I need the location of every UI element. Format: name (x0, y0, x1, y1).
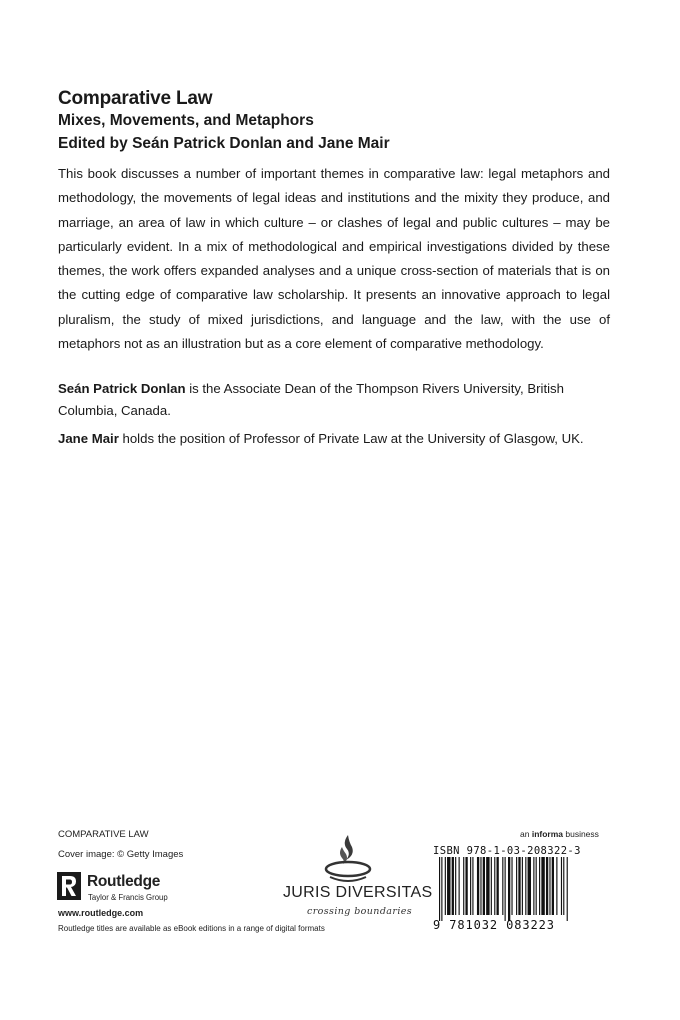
series-name: COMPARATIVE LAW (58, 829, 149, 840)
editor-bio-donlan (58, 378, 610, 422)
barcode-number: 9 781032 083223 (433, 918, 555, 932)
ebook-note: Routledge titles are available as eBook editions in a range of digital formats (58, 924, 325, 933)
publisher-name: Routledge (87, 873, 161, 890)
juris-diversitas-flame-icon (318, 833, 378, 885)
series-logo-tagline: crossing boundaries (307, 906, 413, 917)
editor-name: Jane Mair (58, 431, 119, 446)
informa-prefix: an (520, 829, 532, 839)
cover-image-credit: Cover image: © Getty Images (58, 849, 184, 860)
barcode-icon (433, 857, 625, 921)
informa-suffix: business (563, 829, 599, 839)
book-blurb: This book discusses a number of important themes in comparative law: legal metaphors and methodology, the movements of legal ideas and institutions and the mixity they produce, and marriage, an area of law in which culture – or clashes of legal and public cultures – may be particularly evident. In a mix of methodological and empirical investigations divided by these themes, the work offers expanded analyses and a unique cross-section of materials that is on the cutting edge of comparative law scholarship. It presents an innovative approach to legal pluralism, the study of mixed jurisdictions, and language and the law, with the use of metaphors not as an illustration but as a core element of comparative methodology. (58, 166, 610, 352)
informa-business (520, 829, 599, 839)
book-editors: Edited by Seán Patrick Donlan and Jane Mair (58, 135, 390, 152)
editor-name: Seán Patrick Donlan (58, 381, 186, 396)
routledge-logo-icon (57, 872, 81, 900)
isbn-text: ISBN 978-1-03-208322-3 (433, 845, 581, 857)
series-logo-name: JURIS DIVERSITAS (283, 884, 433, 901)
editor-bio-text: is the Associate Dean of the Thompson Rivers University, British Columbia, Canada. (58, 381, 564, 418)
book-subtitle: Mixes, Movements, and Metaphors (58, 112, 314, 129)
publisher-url: www.routledge.com (58, 908, 144, 918)
editor-bio-mair (58, 428, 610, 450)
publisher-group: Taylor & Francis Group (88, 893, 168, 902)
book-title: Comparative Law (58, 88, 213, 109)
editor-bio-text: holds the position of Professor of Private Law at the University of Glasgow, UK. (118, 431, 584, 446)
informa-brand: informa (531, 829, 563, 839)
